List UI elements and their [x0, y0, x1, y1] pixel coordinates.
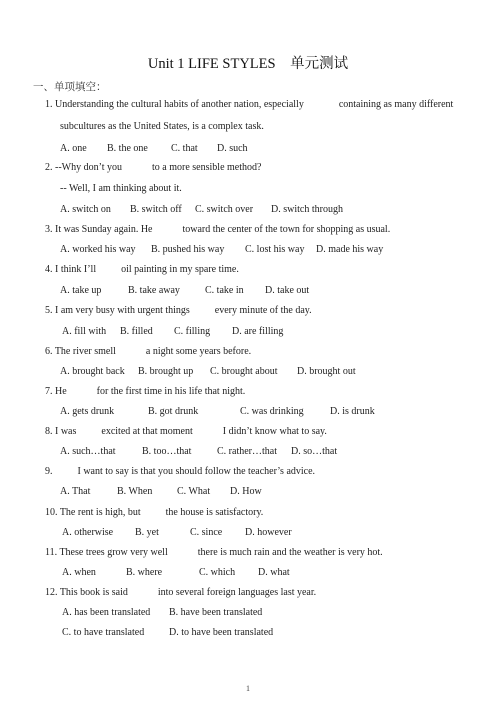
option-b: B. When — [117, 486, 153, 497]
option-b: B. the one — [107, 143, 148, 154]
option-d: D. to have been translated — [169, 627, 274, 638]
option-b: B. have been translated — [169, 607, 263, 618]
page-title: Unit 1 LIFE STYLES 单元测试 — [147, 56, 349, 72]
option-a: A. otherwise — [62, 527, 114, 538]
option-a: A. brought back — [60, 366, 125, 377]
question-2-text-cont: -- Well, I am thinking about it. — [60, 183, 182, 194]
question-2-text: 2. --Why don’t you to a more sensible method? — [45, 162, 262, 173]
option-d: D. made his way — [316, 244, 384, 255]
option-c: C. switch over — [195, 204, 254, 215]
option-d: D. such — [217, 143, 248, 154]
option-c: C. was drinking — [240, 406, 304, 417]
option-c: C. lost his way — [245, 244, 305, 255]
question-1-text: 1. Understanding the cultural habits of another nation, especially containing as many different — [45, 99, 454, 110]
option-d: D. is drunk — [330, 406, 375, 417]
option-a: A. has been translated — [62, 607, 151, 618]
option-c: C. that — [171, 143, 198, 154]
question-7-text: 7. He for the first time in his life that night. — [45, 386, 246, 397]
option-c: C. which — [199, 567, 236, 578]
question-12-text: 12. This book is said into several foreign languages last year. — [45, 587, 317, 598]
option-d: D. brought out — [297, 366, 356, 377]
option-b: B. pushed his way — [151, 244, 225, 255]
option-a: A. when — [62, 567, 96, 578]
question-11-text: 11. These trees grow very well there is much rain and the weather is very hot. — [45, 547, 383, 558]
option-b: B. yet — [135, 527, 159, 538]
option-d: D. are filling — [232, 326, 284, 337]
option-a: A. one — [60, 143, 87, 154]
option-c: C. brought about — [210, 366, 278, 377]
option-b: B. filled — [120, 326, 153, 337]
option-c: C. since — [190, 527, 223, 538]
option-d: D. take out — [265, 285, 310, 296]
option-a: A. such…that — [60, 446, 116, 457]
option-b: B. got drunk — [148, 406, 199, 417]
option-d: D. what — [258, 567, 290, 578]
option-b: B. where — [126, 567, 163, 578]
option-b: B. switch off — [130, 204, 182, 215]
option-d: D. switch through — [271, 204, 343, 215]
option-c: C. filling — [174, 326, 211, 337]
option-a: A. gets drunk — [60, 406, 115, 417]
option-d: D. however — [245, 527, 292, 538]
option-b: B. too…that — [142, 446, 192, 457]
question-5-text: 5. I am very busy with urgent things every minute of the day. — [45, 305, 312, 316]
option-a: A. switch on — [60, 204, 111, 215]
question-8-text: 8. I was excited at that moment I didn’t know what to say. — [45, 426, 327, 437]
question-10-text: 10. The rent is high, but the house is satisfactory. — [45, 507, 264, 518]
option-a: A. take up — [60, 285, 102, 296]
question-9-text: 9. I want to say is that you should follow the teacher’s advice. — [45, 466, 316, 477]
option-a: A. That — [60, 486, 91, 497]
option-c: C. What — [177, 486, 211, 497]
option-d: D. so…that — [291, 446, 338, 457]
question-4-text: 4. I think I’ll oil painting in my spare time. — [45, 264, 239, 275]
option-c: C. to have translated — [62, 627, 145, 638]
option-a: A. fill with — [62, 326, 107, 337]
page-number: 1 — [246, 684, 250, 693]
option-a: A. worked his way — [60, 244, 136, 255]
question-6-text: 6. The river smell a night some years before. — [45, 346, 252, 357]
option-c: C. rather…that — [217, 446, 277, 457]
option-b: B. take away — [128, 285, 180, 296]
option-b: B. brought up — [138, 366, 194, 377]
question-1-text-cont: subcultures as the United States, is a complex task. — [60, 121, 264, 132]
question-3-text: 3. It was Sunday again. He toward the center of the town for shopping as usual. — [45, 224, 391, 235]
option-d: D. How — [230, 486, 262, 497]
section-heading: 一、单项填空： — [33, 81, 107, 93]
option-c: C. take in — [205, 285, 244, 296]
